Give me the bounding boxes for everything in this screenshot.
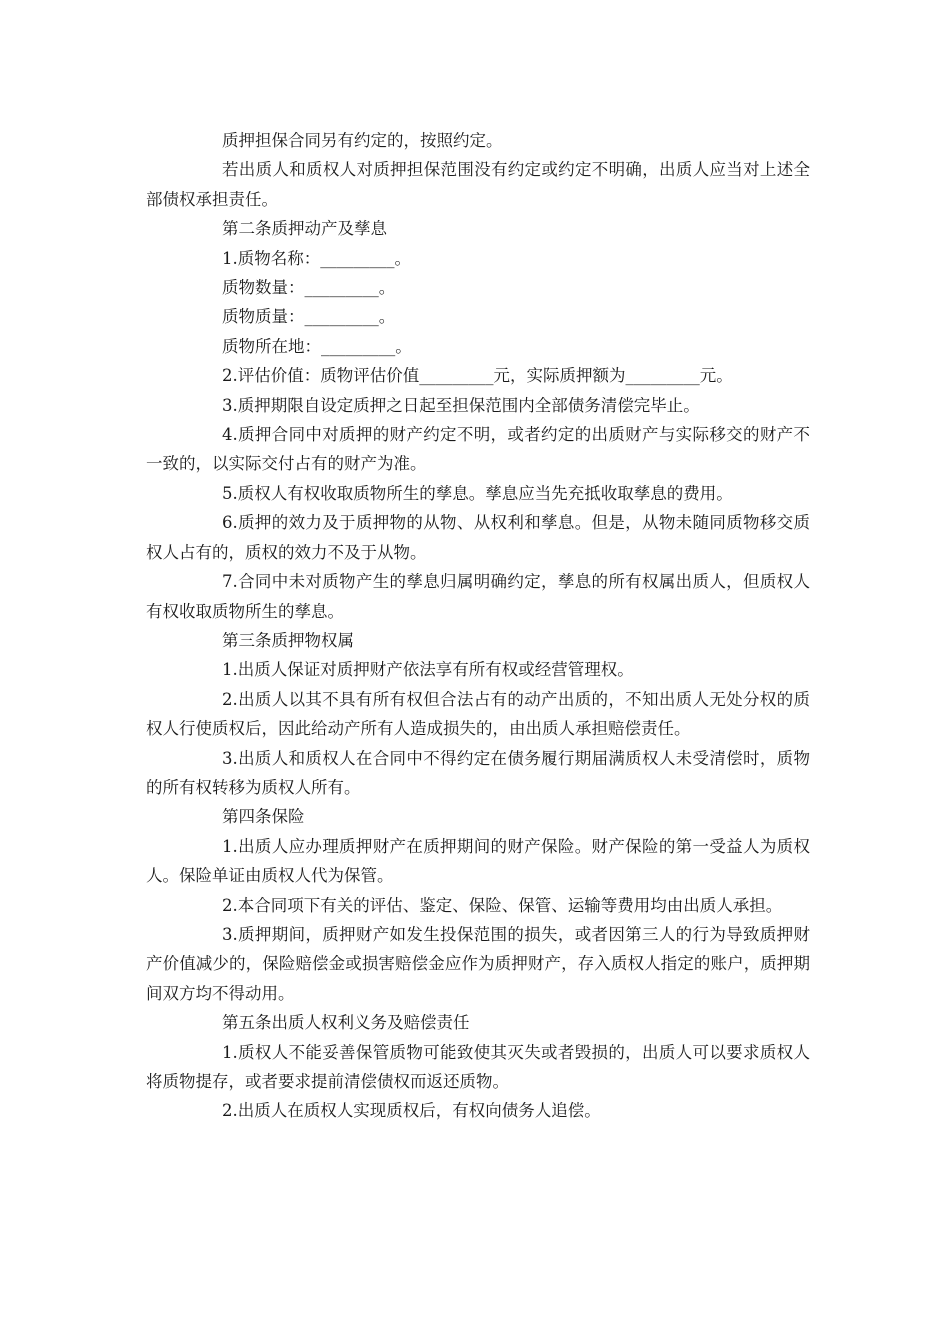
paragraph: 3.质押期间，质押财产如发生投保范围的损失，或者因第三人的行为导致质押财产价值减少的，保险赔偿金或损害赔偿金应作为质押财产，存入质权人指定的账户，质押期间双方均不得动用。 — [146, 924, 810, 1003]
paragraph: 2.出质人以其不具有所有权但合法占有的动产出质的，不知出质人无处分权的质权人行使质权后，因此给动产所有人造成损失的，由出质人承担赔偿责任。 — [146, 689, 810, 739]
section-heading: 第三条质押物权属 — [222, 630, 354, 650]
section-heading: 第二条质押动产及孳息 — [222, 219, 387, 239]
paragraph: 质物所在地：_________。 — [222, 336, 412, 356]
paragraph: 3.出质人和质权人在合同中不得约定在债务履行期届满质权人未受清偿时，质物的所有权转移为质权人所有。 — [146, 748, 810, 797]
paragraph: 2.评估价值：质物评估价值_________元，实际质押额为_________元。 — [222, 366, 733, 386]
paragraph: 7.合同中未对质物产生的孳息归属明确约定，孳息的所有权属出质人，但质权人有权收取质物所生的孳息。 — [146, 572, 810, 621]
paragraph: 若出质人和质权人对质押担保范围没有约定或约定不明确，出质人应当对上述全部债权承担责任。 — [146, 160, 810, 209]
paragraph: 5.质权人有权收取质物所生的孳息。孳息应当先充抵收取孳息的费用。 — [222, 483, 733, 503]
paragraph: 1.出质人保证对质押财产依法享有所有权或经营管理权。 — [222, 660, 634, 680]
paragraph: 1.出质人应办理质押财产在质押期间的财产保险。财产保险的第一受益人为质权人。保险单证由质权人代为保管。 — [146, 836, 810, 886]
paragraph: 质物数量：_________。 — [222, 278, 396, 298]
paragraph: 2.本合同项下有关的评估、鉴定、保险、保管、运输等费用均由出质人承担。 — [222, 895, 783, 915]
paragraph: 4.质押合同中对质押的财产约定不明，或者约定的出质财产与实际移交的财产不一致的，以实际交付占有的财产为准。 — [146, 425, 810, 474]
section-heading: 第四条保险 — [222, 807, 305, 827]
paragraph: 3.质押期限自设定质押之日起至担保范围内全部债务清偿完毕止。 — [222, 395, 700, 415]
paragraph: 1.质物名称：_________。 — [222, 248, 411, 268]
document-body — [146, 126, 810, 1126]
paragraph: 质物质量：_________。 — [222, 307, 396, 327]
paragraph: 2.出质人在质权人实现质权后，有权向债务人追偿。 — [222, 1101, 601, 1121]
section-heading: 第五条出质人权利义务及赔偿责任 — [222, 1013, 470, 1033]
paragraph: 质押担保合同另有约定的，按照约定。 — [222, 131, 503, 150]
paragraph: 6.质押的效力及于质押物的从物、从权利和孳息。但是，从物未随同质物移交质权人占有的，质权的效力不及于从物。 — [146, 513, 810, 562]
paragraph: 1.质权人不能妥善保管质物可能致使其灭失或者毁损的，出质人可以要求质权人将质物提存，或者要求提前清偿债权而返还质物。 — [146, 1042, 810, 1091]
